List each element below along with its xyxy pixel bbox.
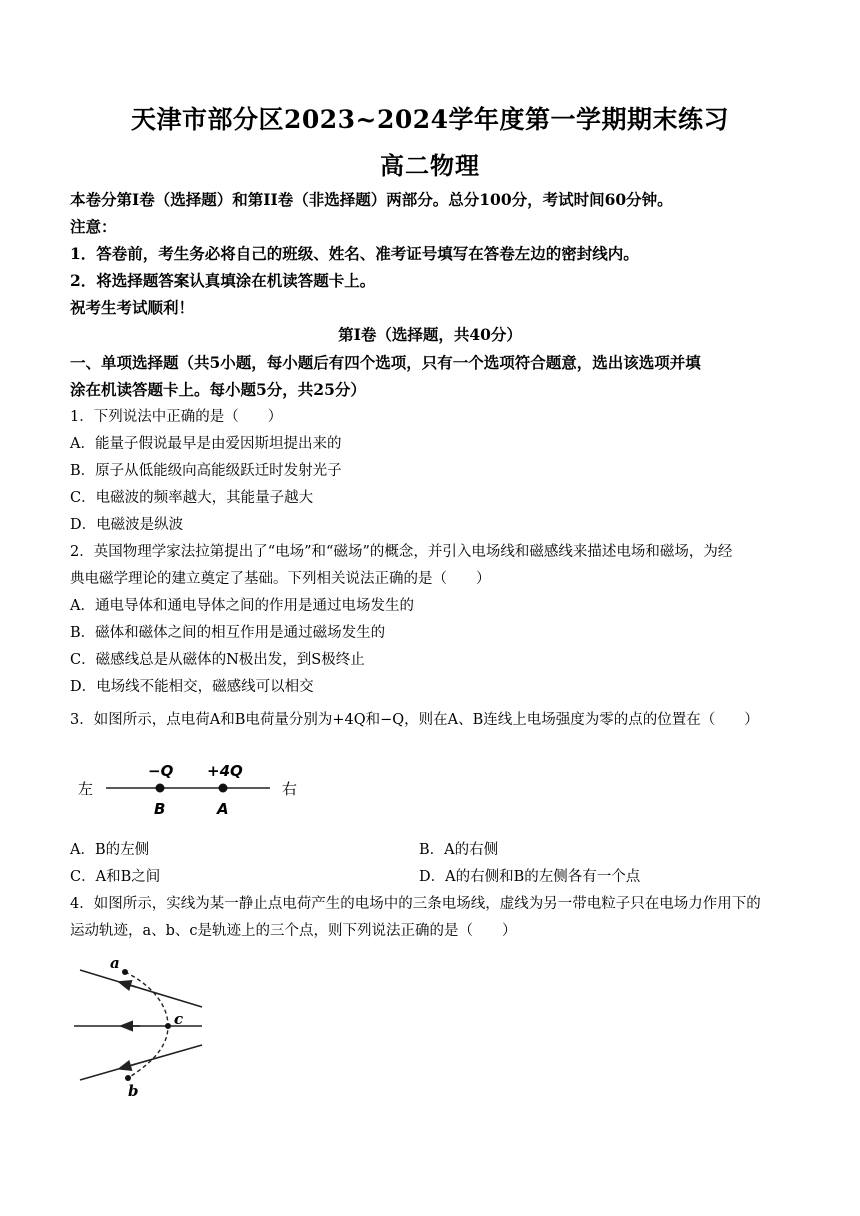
q3-label-b: B xyxy=(154,800,166,818)
q2-option-d: D．电场线不能相交，磁感线可以相交 xyxy=(70,679,314,695)
exam-subject: 高二物理 xyxy=(380,151,480,180)
q3-option-d: D．A的右侧和B的左侧各有一个点 xyxy=(419,869,641,885)
q3-label-a: A xyxy=(217,800,229,818)
exam-title: 天津市部分区2023~2024学年度第一学期期末练习 xyxy=(130,105,730,134)
q3-option-a: A．B的左侧 xyxy=(70,842,150,858)
q4-point-c xyxy=(165,1023,171,1029)
q2-stem-2: 典电磁学理论的建立奠定了基础。下列相关说法正确的是（ ） xyxy=(70,571,491,587)
q2-option-b: B．磁体和磁体之间的相互作用是通过磁场发生的 xyxy=(70,625,386,641)
q3-option-b: B．A的右侧 xyxy=(419,842,499,858)
q3-right-label: 右 xyxy=(282,780,298,798)
q4-field-line-top xyxy=(80,970,202,1007)
q3-charge-b-value: −Q xyxy=(148,762,174,780)
q2-option-c: C．磁感线总是从磁体的N极出发，到S极终止 xyxy=(70,652,365,668)
part1-heading: 第I卷（选择题，共40分） xyxy=(338,325,522,344)
q3-charge-a-value: +4Q xyxy=(207,762,243,780)
q2-option-a: A．通电导体和通电导体之间的作用是通过电场发生的 xyxy=(70,598,414,614)
q3-charge-a-dot xyxy=(219,784,228,793)
q2-stem-1: 2．英国物理学家法拉第提出了“电场”和“磁场”的概念，并引入电场线和磁感线来描述电场和磁场，为经 xyxy=(70,544,733,560)
q3-charge-figure xyxy=(70,752,310,832)
notice-label: 注意： xyxy=(70,217,117,236)
section-instructions-2: 涂在机读答题卡上。每小题5分，共25分） xyxy=(70,380,366,399)
q4-stem-2: 运动轨迹，a、b、c是轨迹上的三个点，则下列说法正确的是（ ） xyxy=(70,923,517,939)
q3-stem: 3．如图所示，点电荷A和B电荷量分别为+4Q和−Q，则在A、B连线上电场强度为零的点的位置在（ ） xyxy=(70,712,759,728)
note-2: 2．将选择题答案认真填涂在机读答题卡上。 xyxy=(70,271,376,290)
q4-field-figure xyxy=(70,950,220,1100)
note-1: 1．答卷前，考生务必将自己的班级、姓名、准考证号填写在答卷左边的密封线内。 xyxy=(70,244,639,263)
q1-option-c: C．电磁波的频率越大，其能量子越大 xyxy=(70,490,314,506)
q4-point-b xyxy=(125,1075,131,1081)
q4-arrow-top xyxy=(124,983,136,987)
q3-left-label: 左 xyxy=(78,780,94,798)
q1-option-a: A．能量子假说最早是由爱因斯坦提出来的 xyxy=(70,436,342,452)
q4-label-b: b xyxy=(128,1082,139,1100)
q4-label-c: c xyxy=(174,1010,184,1028)
q4-field-line-bottom xyxy=(80,1045,202,1080)
intro-line: 本卷分第I卷（选择题）和第II卷（非选择题）两部分。总分100分，考试时间60分钟。 xyxy=(70,190,673,209)
q4-arrow-bottom xyxy=(124,1064,136,1067)
q1-option-d: D．电磁波是纵波 xyxy=(70,517,184,533)
q4-point-a xyxy=(122,969,128,975)
q4-stem-1: 4．如图所示，实线为某一静止点电荷产生的电场中的三条电场线，虚线为另一带电粒子只在电场力作用下的 xyxy=(70,896,761,912)
wish-line: 祝考生考试顺利！ xyxy=(70,298,195,317)
q3-option-c: C．A和B之间 xyxy=(70,869,161,885)
q4-label-a: a xyxy=(110,954,120,972)
q4-trajectory xyxy=(125,972,168,1078)
section-instructions-1: 一、单项选择题（共5小题，每小题后有四个选项，只有一个选项符合题意，选出该选项并填 xyxy=(70,353,701,372)
q3-charge-b-dot xyxy=(156,784,165,793)
q1-stem: 1．下列说法中正确的是（ ） xyxy=(70,409,283,425)
q1-option-b: B．原子从低能级向高能级跃迁时发射光子 xyxy=(70,463,342,479)
